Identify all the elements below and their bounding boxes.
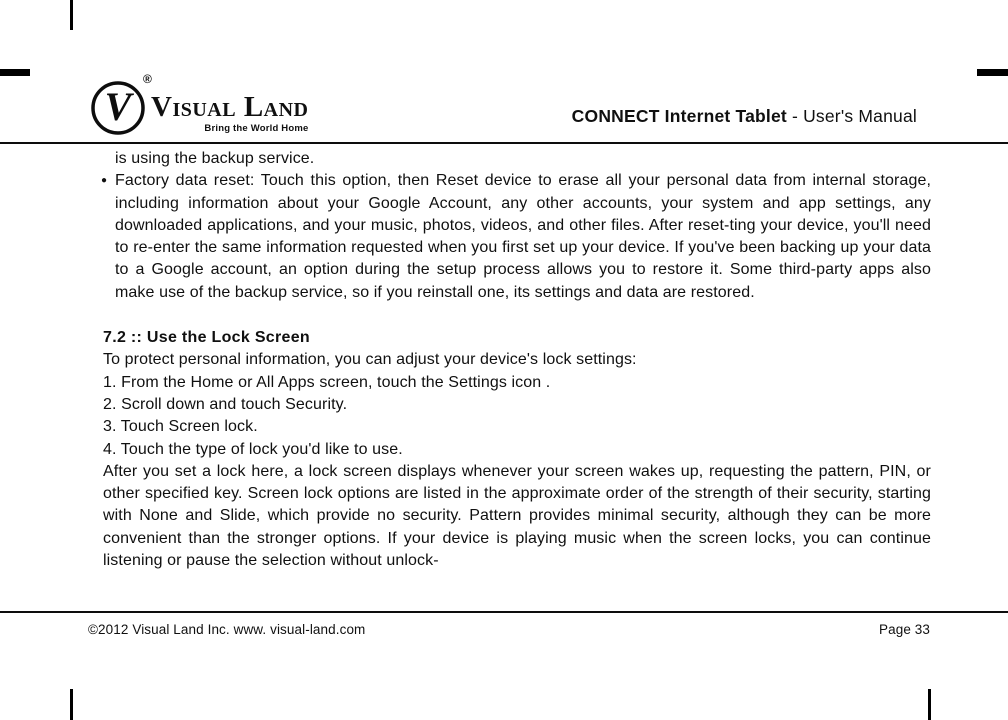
brand-logo xyxy=(90,72,309,138)
logo-text xyxy=(151,92,309,134)
manual-title xyxy=(572,106,917,127)
step-item-3: 3. Touch Screen lock. xyxy=(103,418,258,436)
brand-tagline: Bring the World Home xyxy=(204,123,309,134)
lock-screen-steps xyxy=(103,372,931,461)
section-intro: To protect personal information, you can adjust your device's lock settings: xyxy=(103,351,637,369)
bullet-icon: ● xyxy=(101,175,108,187)
factory-reset-list-item xyxy=(101,170,931,304)
footer-copyright: ©2012 Visual Land Inc. www. visual-land.com xyxy=(88,622,366,637)
lock-screen-paragraph: After you set a lock here, a lock screen displays whenever your screen wakes up, requesting the pattern, PIN, or other specified key. Screen lock options are listed in the approximate order of the strength of their security, starting with None and Slide, which provide no security. Pattern provides minimal security, although they can be more convenient than the stronger options. If your device is playing music when the screen locks, you can continue listening or pause the selection without unlock- xyxy=(103,462,931,570)
crop-mark-bottom-left xyxy=(70,689,73,720)
brand-name: Visual Land xyxy=(151,91,309,123)
v-monogram-letter: V xyxy=(104,84,132,129)
crop-mark-top xyxy=(70,0,73,30)
header-divider xyxy=(0,142,1008,144)
section-heading: 7.2 :: Use the Lock Screen xyxy=(103,329,310,347)
footer-page-number: Page 33 xyxy=(879,622,930,637)
step-item-1: 1. From the Home or All Apps screen, touch the Settings icon . xyxy=(103,373,551,391)
footer-divider xyxy=(0,611,1008,613)
page-footer xyxy=(88,622,930,637)
page-content xyxy=(103,148,931,572)
crop-mark-right xyxy=(977,69,1008,76)
continuation-text: is using the backup service. xyxy=(115,150,315,167)
crop-mark-bottom-right xyxy=(928,689,931,720)
step-item-2: 2. Scroll down and touch Security. xyxy=(103,395,348,413)
crop-mark-left xyxy=(0,69,30,76)
step-item-4: 4. Touch the type of lock you'd like to use. xyxy=(103,440,403,458)
v-monogram-icon xyxy=(90,78,148,138)
factory-reset-text: Factory data reset: Touch this option, then Reset device to erase all your personal data from internal storage, including information about your Google Account, any other accounts, your system and app settings, any downloaded applications, and your music, photos, videos, and other files. After reset-ting your device, you'll need to re-enter the same information requested when you first set up your device. If you've been backing up your data to a Google account, an option during the setup process allows you to restore it. Some third-party apps also make use of the backup service, so if you reinstall one, its settings and data are restored. xyxy=(115,172,931,301)
registered-trademark: ® xyxy=(143,72,152,86)
manual-title-suffix: - User's Manual xyxy=(786,106,917,126)
manual-title-product: CONNECT Internet Tablet xyxy=(571,106,787,126)
